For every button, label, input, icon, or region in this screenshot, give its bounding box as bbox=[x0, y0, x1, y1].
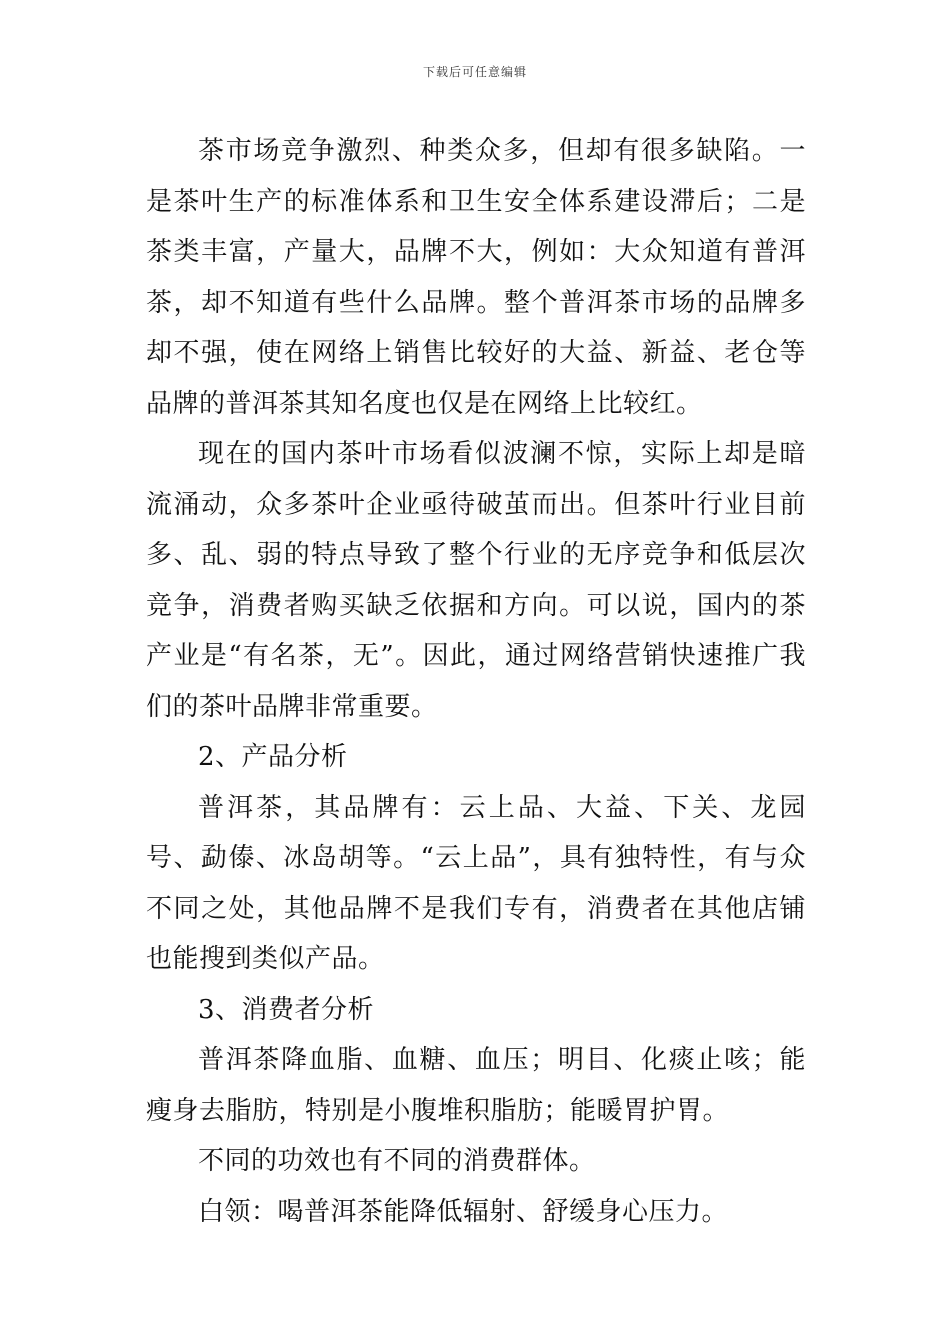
paragraph-domestic-market: 现在的国内茶叶市场看似波澜不惊，实际上却是暗流涌动，众多茶叶企业亟待破茧而出。但茶叶行业目前多、乱、弱的特点导致了整个行业的无序竞争和低层次竞争，消费者购买缺乏依据和方向。可以说，国内的茶产业是“有名茶，无”。因此，通过网络营销快速推广我们的茶叶品牌非常重要。 bbox=[146, 439, 806, 722]
paragraph-product-brands: 普洱茶，其品牌有：云上品、大益、下关、龙园号、勐傣、冰岛胡等。“云上品”，具有独特性，有与众不同之处，其他品牌不是我们专有，消费者在其他店铺也能搜到类似产品。 bbox=[146, 792, 806, 974]
document-body bbox=[146, 126, 806, 1237]
section-heading-product-analysis: 2、产品分析 bbox=[198, 742, 348, 772]
paragraph-market-defects: 茶市场竞争激烈、种类众多，但却有很多缺陷。一是茶叶生产的标准体系和卫生安全体系建设滞后；二是茶类丰富，产量大，品牌不大，例如：大众知道有普洱茶，却不知道有些什么品牌。整个普洱茶市场的品牌多却不强，使在网络上销售比较好的大益、新益、老仓等品牌的普洱茶其知名度也仅是在网络上比较红。 bbox=[146, 136, 806, 419]
page-header: 下载后可任意编辑 bbox=[422, 65, 527, 79]
paragraph-consumer-groups: 不同的功效也有不同的消费群体。 bbox=[198, 1146, 596, 1176]
section-heading-consumer-analysis: 3、消费者分析 bbox=[198, 994, 375, 1025]
paragraph-health-benefits: 普洱茶降血脂、血糖、血压；明目、化痰止咳；能瘦身去脂肪，特别是小腹堆积脂肪；能暖胃护胃。 bbox=[146, 1045, 806, 1126]
paragraph-white-collar: 白领：喝普洱茶能降低辐射、舒缓身心压力。 bbox=[198, 1196, 729, 1227]
